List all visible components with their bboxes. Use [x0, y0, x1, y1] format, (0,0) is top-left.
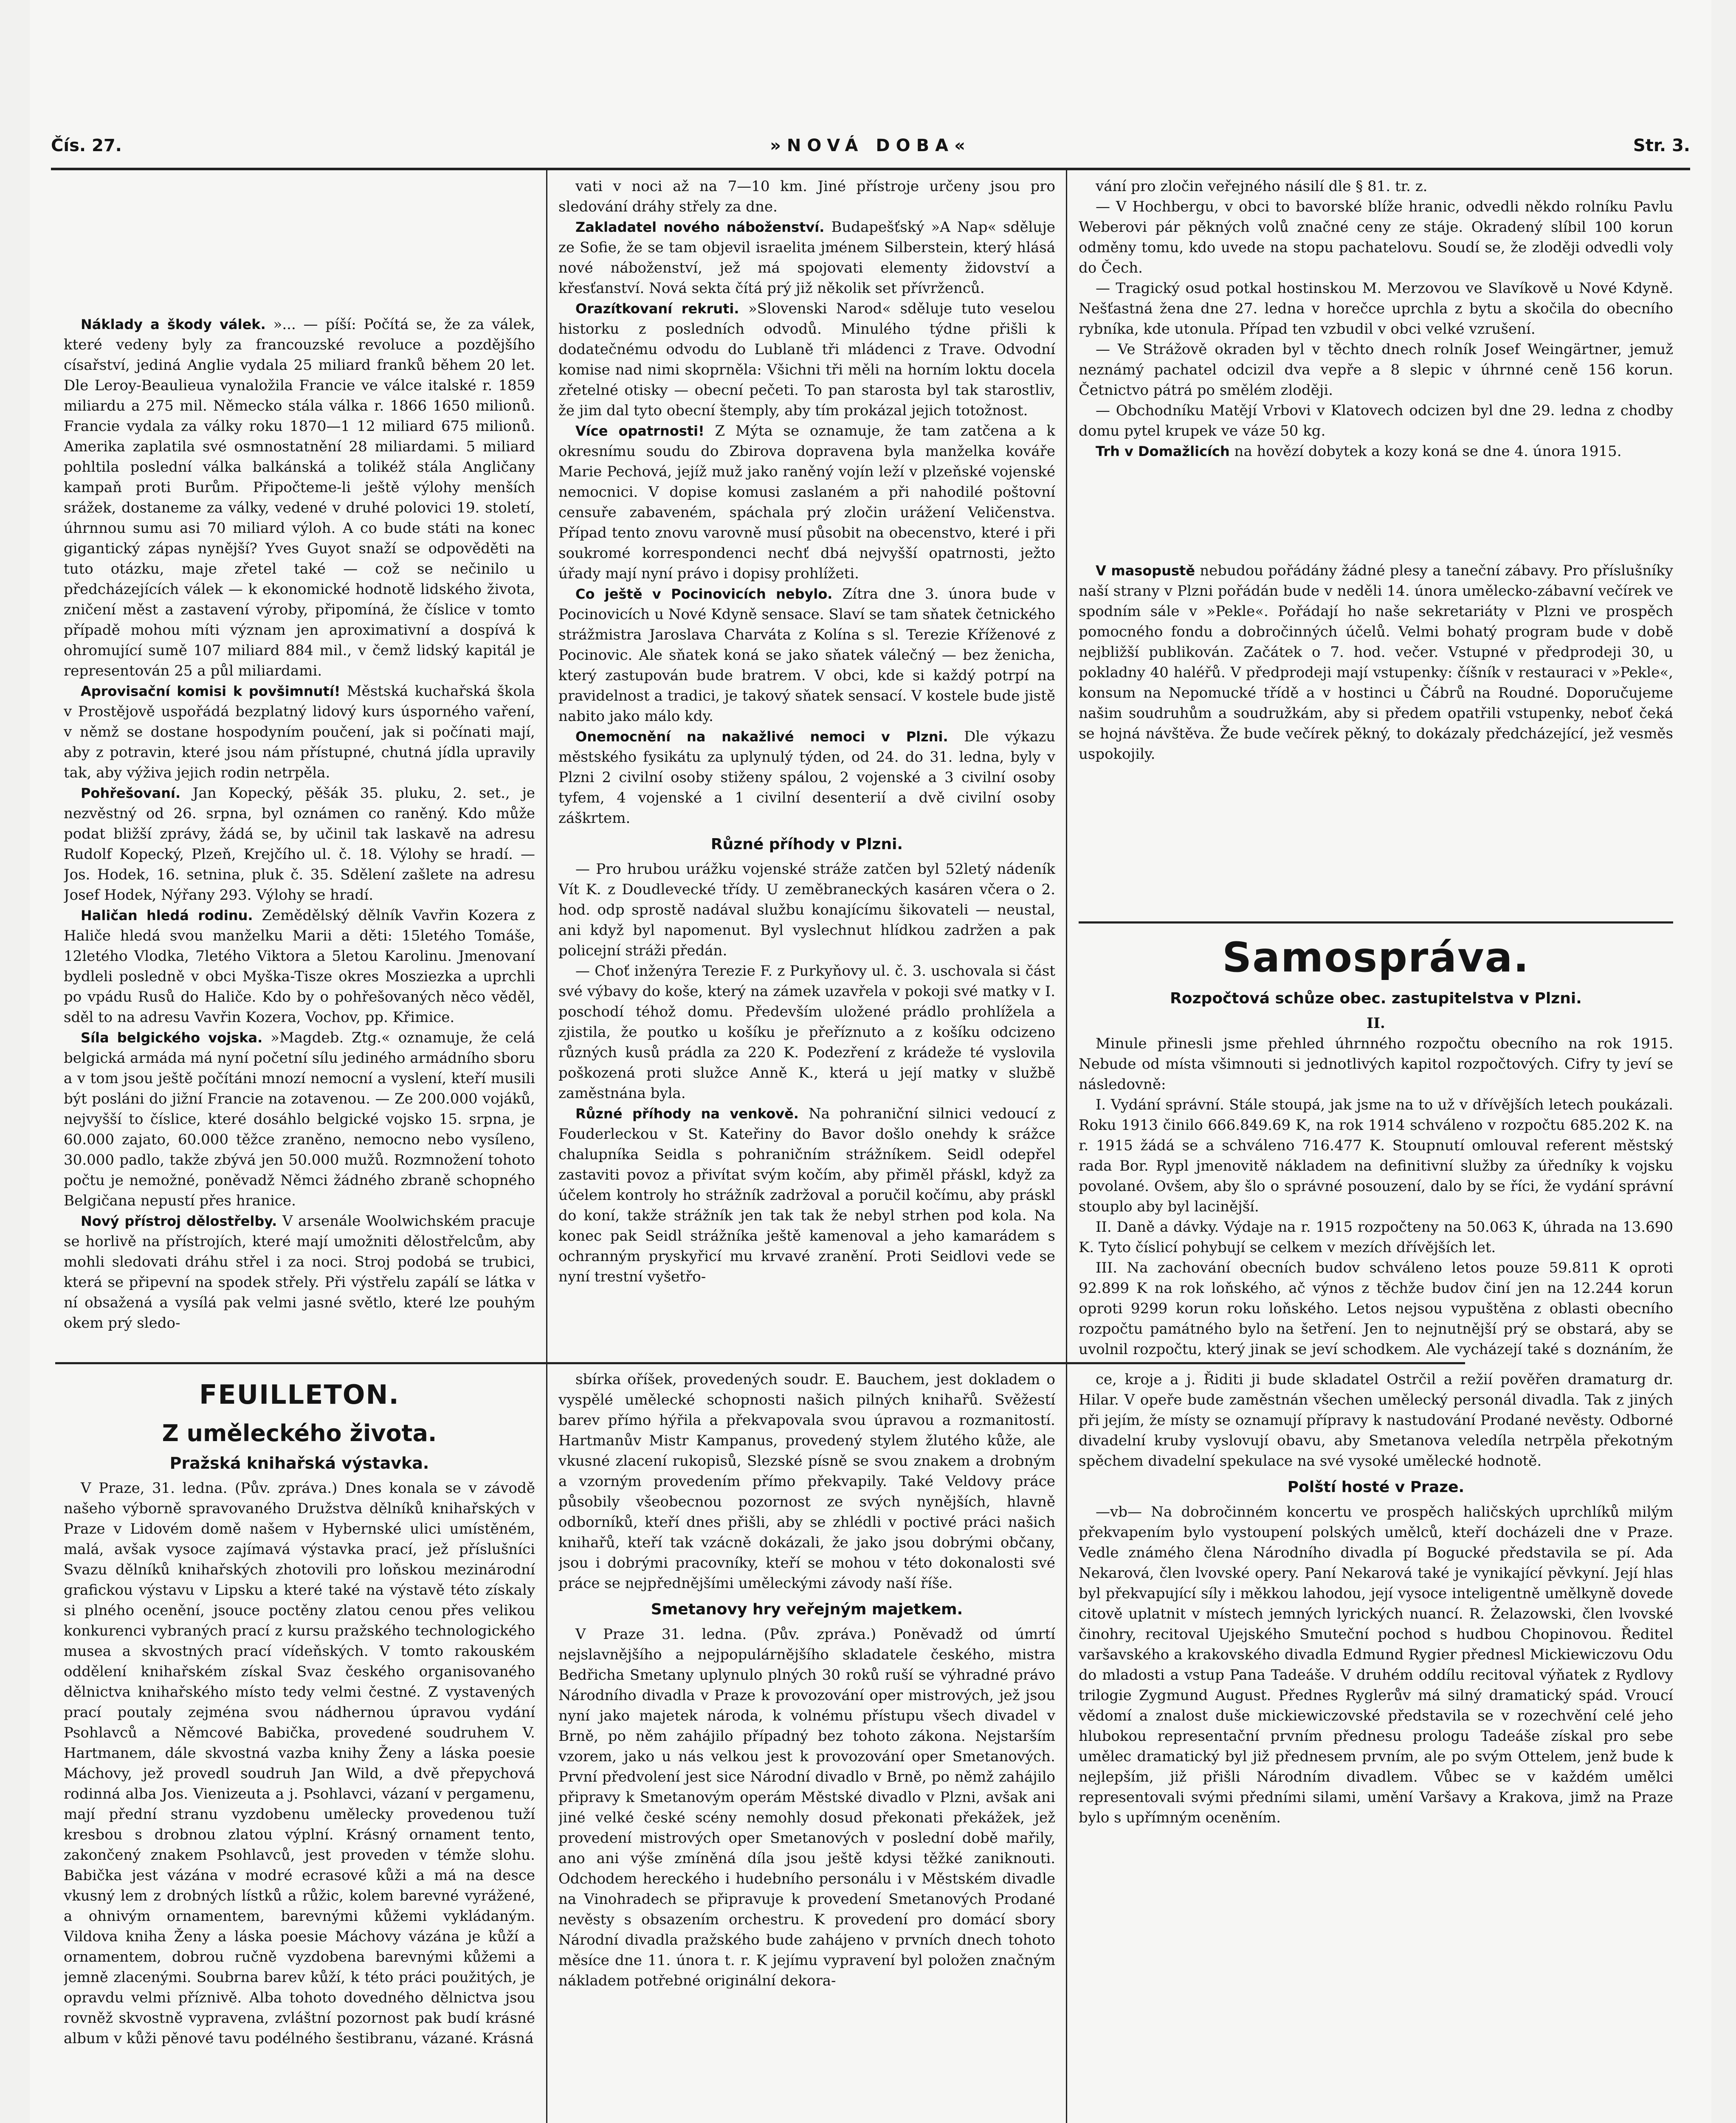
bookbinding-paragraph-text: sbírka oříšek, provedených soudr. E. Bauchem, jest dokladem o vyspělé umělecké schopnosti našich pilných knihařů. Svěžestí barev přímo hýřila a překvapovala svou úpravou a rozmanitostí. Hartmanův Mistr Kampanus, provedený stylem žlutého kůže, ale vkusné zlacení rukopisů, Slezské písně se svou znakem a drobným a vzorným provedením přímo překvapily. Také Veldovy práce působily všeobecnou pozornost ze svých nynějších, hlavně odborníků, kteří dnes přišli, aby se zhlédli v poctivé práci našich knihařů, kteří tak vzácně dokázali, že jako jsou dobrými občany, jsou i dobrými pracovníky, kteří se mohou v této dokonalosti své práce se nejpřednějšími uměleckými závody naší říše.	[558, 1371, 1055, 1592]
col2-paragraph	[558, 176, 1055, 217]
budget-paragraph	[1079, 1095, 1673, 1217]
feuilleton-rule	[55, 1362, 1465, 1364]
col3-paragraph-heading: Trh v Domažlicích	[1096, 443, 1230, 459]
col1-paragraph-heading: Haličan hledá rodinu.	[81, 907, 253, 924]
col2-paragraph-heading: Onemocnění na nakažlivé nemoci v Plzni.	[575, 729, 948, 745]
polish-guests-paragraph-text: —vb— Na dobročinném koncertu ve prospěch haličských uprchlíků milým překvapením bylo vystoupení polských umělců, kteří docházeli dne v Praze. Vedle známého člena Národního divadla pí Bogucké představila se pí. Ada Nekarová, člen lvovské opery. Paní Nekarová také je vynikající pěvkyní. Její hlas byl překvapující síly i měkkou lahodou, její vysoce inteligentně umělkyně dovede citově uplatnit v místech jemných lyrických nuancí. R. Żelazowski, člen lvovské činohry, recitoval Ujejského Smuteční pochod s hudbou Chopinovou. Ředitel varšavského a krakovského divadla Edmund Rygier přednesl Mickiewiczovu Odu do mladosti a vstup Pana Tadeáše. V druhém oddílu recitoval výňatek z Rydlovy trilogie Zygmund August. Přednes Ryglerův má silný dramatický spád. Vroucí vědomí a znalost duše mickiewiczovské představila se v rozechvění celé jeho hlubokou representační prvním přednesu prologu Tadeáše získal pro sebe umělec dramatický byl již přednesem prvním, ale po svým Ottelem, jenž bude k nejlepším, již přišli Národním divadlem. Vůbec se v každém umělci representovali svými předními silami, umění Varšavy a Krakova, jimž na Praze bylo s upřímným oceněním.	[1079, 1504, 1673, 1826]
col1-paragraph-text: Zemědělský dělník Vavřin Kozera z Haliče hledá svou manželku Marii a děti: 15letého Tomáše, 12letého Vlodka, 7letého Viktora a 5letou Karolinu. Jmenovaní bydleli posledně v obci Myška-Tisze okres Mosziezka a uprchli po vpádu Rusů do Haliče. Kdo by o pohřešovaných něco věděl, sděl to na adresu Vavřin Kozera, Vochov, pp. Křimice.	[64, 907, 535, 1026]
col2-paragraph-text: Z Mýta se oznamuje, že tam zatčena a k okresnímu soudu do Zbirova dopravena byla manželka kováře Marie Pechová, jejíž muž jako raněný vojín leží v plzeňské vojenské nemocnici. V dopise komusi zaslaném a při nahodilé poštovní censuře zabaveném, spáchala prý zločin urážení Veličenstva. Případ tento znovu varovně musí působit na obecenstvo, které i při soukromé korrespondenci nechť dbá nejvyšší opatrnosti, ježto úřady mají nyní právo i dopisy prohlížeti.	[558, 422, 1055, 582]
col2-paragraph-heading: Více opatrnosti!	[575, 423, 705, 439]
plzen-events-paragraph	[558, 859, 1055, 961]
column-rule-2	[1066, 170, 1067, 2123]
col2-paragraph-heading: Zakladatel nového náboženství.	[575, 219, 825, 235]
samosprava-section	[1079, 926, 1673, 1361]
page-header	[51, 136, 1690, 166]
col3-paragraph	[1079, 278, 1673, 339]
col2-paragraph-text: »Slovenski Narod« sděluje tuto veselou historku z posledních odvodů. Minulého týdne přišli k dodatečnému odvodu do Lublaně tři mládenci z Trave. Odvodní komise nad nimi skoprněla: Všichni tři měli na horním loktu docela zřetelné otisky — obecní pečeti. To pan starosta byl tak starostliv, že jim dal tyto obecní štemply, aby tím prokázal jejich totožnost.	[558, 300, 1055, 419]
col3-paragraph	[1079, 176, 1673, 197]
column-rule-1	[546, 170, 547, 2123]
col3-paragraph	[1079, 400, 1673, 441]
plzen-events-paragraph	[558, 961, 1055, 1104]
col2-paragraph	[558, 584, 1055, 726]
column-3-lower	[1079, 1369, 1673, 2123]
col1-paragraph-heading: Pohřešovaní.	[81, 785, 181, 801]
smetana-heading: Smetanovy hry veřejným majetkem.	[651, 1601, 963, 1618]
column-2-lower	[558, 1369, 1055, 2123]
carnival-paragraph-heading: V masopustě	[1096, 563, 1195, 579]
column-2-top	[558, 176, 1055, 1359]
countryside-events-paragraph-heading: Různé příhody na venkově.	[575, 1106, 799, 1122]
col3-paragraph	[1079, 441, 1673, 462]
col1-paragraph-text: Městská kuchařská škola v Prostějově uspořádá bezplatný lidový kurs úsporného vaření, v němž se dostane hospodyním poučení, jak si počínati mají, aby z potravin, které jsou nám přístupné, chutná jídla upravily tak, aby výživa jejich rodin netrpěla.	[64, 683, 535, 781]
feuilleton-section	[64, 1369, 535, 2123]
col3-paragraph-text: — V Hochbergu, v obci to bavorské blíže hranic, odvedli někdo rolníku Pavlu Weberovi pár pěkných volů značné ceny ze stáje. Okradený slíbil 100 korun odměny tomu, kdo uvede na stopu pachatelovu. Soudí se, že zloději odvedli voly do Čech.	[1079, 198, 1673, 276]
budget-paragraph-text: Minule přinesli jsme přehled úhrnného rozpočtu obecního na rok 1915. Nebude od místa všimnouti si jednotlivých kapitol rozpočtových. Cifry ty jeví se následovně:	[1079, 1035, 1673, 1093]
carnival-paragraph-text: nebudou pořádány žádné plesy a taneční zábavy. Pro příslušníky naší strany v Plzni pořádán bude v neděli 14. února umělecko-zábavní večírek ve spodním sále v »Pekle«. Pořádají ho naše sekretariáty v Plzni ve prospěch pomocného fondu a dobročinných účelů. Velmi bohatý program bude v době nejbližší publikován. Začátek o 7. hod. večer. Vstupné v předprodeji 30, u pokladny 40 haléřů. V předprodeji mají vstupenky: číšník v restauraci v »Pekle«, konsum na Nepomucké třídě a v hostinci u Čábrů na Roudné. Doporučujeme našim soudruhům a soudružkám, aby si předem opatřili vstupenky, neboť čeká se hojná návštěva. Že bude večírek pěkný, to dokázaly předcházející, jež vesměs uspokojily.	[1079, 562, 1673, 763]
col1-paragraph-text: Jan Kopecký, pěšák 35. pluku, 2. set., je nezvěstný od 26. srpna, byl oznámen co raněný. Kdo může podat bližší zprávy, žádá se, by učinil tak laskavě na adresu Rudolf Kopecký, Plzeň, Krejčího ul. č. 18. Výlohy se hradí. — Jos. Hodek, 16. setnina, pluk č. 35. Sdělení zašlete na adresu Josef Hodek, Nýřany 293. Výlohy se hradí.	[64, 785, 535, 904]
issue-number: Čís. 27.	[51, 136, 122, 155]
bookbinding-paragraph	[558, 1369, 1055, 1594]
col1-paragraph-text: »... — píší: Počítá se, že za válek, které vedeny byly za francouzské revoluce a pozdějšího císařství, jediná Anglie vydala 25 miliard franků během 20 let. Dle Leroy-Beaulieua vynaložila Francie ve válce italské r. 1859 miliardu a 275 mil. Německo stála válka r. 1866 1650 milionů. Francie vydala za války roku 1870—1 12 miliard 675 milionů. Amerika zaplatila své osmnostatnění 28 miliardami. 5 miliard pohltila poslední válka balkánská a tolikéž stála Angličany kampaň proti Burům. Připočteme-li ještě výlohy menších srážek, dostaneme za války, vedené v druhé polovici 19. století, úhrnnou sumu asi 70 miliard výloh. A co bude státi na konec gigantický zápas nynější? Yves Guyot snaží se odpověděti na tuto otázku, maje zřetel také — což se nečinilo u předcházejících válek — k ekonomické hodnotě lidského života, zničení měst a zastavení výroby, připomíná, že číslice v tomto případě mohou míti význam jen aproximativní a dospívá k ohromující sumě 107 miliard 884 mil., v čemž lidský kapitál je representován 25 a půl miliardami.	[64, 316, 535, 679]
col1-paragraph	[64, 314, 535, 681]
col1-paragraph-text: »Magdeb. Ztg.« oznamuje, že celá belgická armáda má nyní početní sílu jediného armádního sboru a v tom jsou ještě počítáni mnozí nemocní a vyslení, kteří musili být posláni do jižní Francie na zotavenou. — Ze 200.000 vojáků, nejvyšší to číslice, které dosáhlo belgické vojsko 15. srpna, je 60.000 zajato, 60.000 těžce zraněno, nemocno nebo vysíleno, 30.000 padlo, takže zbývá jen 50.000 mužů. Rozmnožení tohoto počtu je nemožné, poněvadž Němci žádného zbraně schopného Belgičana nepustí přes hranice.	[64, 1029, 535, 1209]
feuilleton-heading: FEUILLETON.	[199, 1379, 400, 1410]
newspaper-title: »NOVÁ DOBA«	[770, 136, 971, 155]
smetana-paragraph-text: V Praze 31. ledna. (Pův. zpráva.) Poněvadž od úmrtí nejslavnějšího a nejpopulárnějšího skladatele českého, mistra Bedřicha Smetany uplynulo plných 30 roků ruší se výhradné právo Národního divadla v Praze k provozování oper mistrových, jež jsou nyní jako majetek národa, k volnému přístupu všech divadel v Brně, po něm zahájilo případný bez tohoto zákona. Nejstarším vzorem, jako u nás velkou jest k provozování oper Smetanových. První předvolení jest sice Národní divadlo v Brně, po němž zahájilo připravy k Smetanovým operám Městské divadlo v Plzni, avšak ani jiné velké české scény nemohly dosud překonati překážek, jež provedení mistrových oper Smetanových v poslední době mařily, ano ani výše zmíněná díla jsou ještě kdysi těžké zaniknouti. Odchodem hereckého i hudebního personálu i v Městském divadle na Vinohradech se připravuje k provedení Smetanových Prodané nevěsty s obsazením orchestru. K provedení pro domácí sbory Národní divadla pražského bude zahájeno v prvních dnech tohoto měsíce dne 11. února t. r. K jejímu vypravení byl položen značným nákladem potřebné originální dekora-	[558, 1626, 1055, 1989]
samosprava-heading: Samospráva.	[1222, 934, 1530, 981]
page-number: Str. 3.	[1633, 136, 1690, 155]
col3-paragraph-text: — Tragický osud potkal hostinskou M. Merzovou ve Slavíkově u Nové Kdyně. Nešťastná žena dne 27. ledna v horečce uprchla z bytu a skočila do obecního rybníka, kde utonula. Případ ten vzbudil v obci velké vzrušení.	[1079, 280, 1673, 338]
countryside-events-paragraph-text: Na pohraniční silnici vedoucí z Fouderleckou v St. Kateřiny do Bavor došlo onehdy k srážce chalupníka Seidla s pohraničním strážníkem. Seidl odepřel zastaviti povoz a přivítat svým kočím, aby přiměl přáskl, když za účelem kontroly ho strážník zadržoval a poručil kočímu, aby práskl do koní, takže strážník jen tak tak že nebyl strhen pod kola. Na konec pak Seidl strážníka ještě kamenoval a jeho kamarádem s ochranným pryskyřicí mu krvavé zranění. Proti Seidlovi vede se nyní trestní vyšetřo-	[558, 1105, 1055, 1285]
col3-paragraph	[1079, 197, 1673, 278]
col1-paragraph-heading: Nový přístroj dělostřelby.	[81, 1213, 277, 1229]
col1-paragraph	[64, 905, 535, 1028]
samosprava-rule	[1079, 921, 1673, 924]
plzen-events-paragraph-text: — Pro hrubou urážku vojenské stráže zatčen byl 52letý nádeník Vít K. z Doudlevecké třídy. U zeměbraneckých kasáren včera o 2. hod. odp sprostě nadával službu konajícímu šikovateli — neustal, ani když byl napomenut. Byl vyslechnut hlídkou zadržen a pak policejní stráži předán.	[558, 861, 1055, 959]
col2-paragraph-text: Dle výkazu městského fysikátu za uplynulý týden, od 24. do 31. ledna, byly v Plzni 2 civilní osoby stiženy spálou, 2 vojenské a 3 civilní osoby tyfem, 4 vojenské a 1 civilní desenterií a dvě civilní osoby záškrtem.	[558, 728, 1055, 827]
col2-paragraph-text: Zítra dne 3. února bude v Pocinovicích u Nové Kdyně sensace. Slaví se tam sňatek četnického strážmistra Jaroslava Charváta z Kolína s sl. Terezie Kříženové z Pocinovic. Ale sňatek koná se jako sňatek válečný — bez ženicha, který zastupován bude bratrem. V obci, kde si každý potrpí na pravidelnost a tradici, je takový sňatek sensací. V kostele bude jistě nabito jako málo kdy.	[558, 586, 1055, 725]
col2-paragraph	[558, 726, 1055, 828]
col1-paragraph	[64, 1211, 535, 1333]
budget-paragraph-text: I. Vydání správní. Stále stoupá, jak jsme na to už v dřívějších letech poukázali. Roku 1913 činilo 666.849.69 K, na rok 1914 schváleno v rozpočtu 685.202 K. na r. 1915 žádá se a schváleno 716.477 K. Stoupnutí omlouval referent městský rada Bor. Rypl jmenovitě nákladem na definitivní služby za úředníky k vojsku povolané. Ovšem, aby šlo o správné posouzení, dalo by se říci, že vydání správní stouplo aby byl lacinější.	[1079, 1096, 1673, 1215]
feuilleton-body: V Praze, 31. ledna. (Pův. zpráva.) Dnes konala se v závodě našeho výborně spravovaného Družstva dělníků knihařských v Praze v Lidovém domě našem v Hybernské ulici umístěném, malá, avšak vysoce zajímavá výstavka prací, jež příslušníci Svazu dělníků knihařských zhotovili pro loňskou mezinárodní grafickou výstavu v Lipsku a které také na výstavě této získaly si plného ocenění, jsouce poctěny zlatou cenou přes velikou konkurenci vybraných prací z kursu pražského technologického musea a skvostných prací vídeňských. V tomto rakouském oddělení knihařském získal Svaz českého organisovaného dělnictva knihařského místo tedy velmi čestné. Z vystavených prací poutaly zejména svou nádhernou úpravou vydání Psohlavců a Němcové Babička, provedené soudruhem V. Hartmanem, dále skvostná vazba knihy Ženy a láska poesie Máchovy, jež provedl soudruh Jan Wild, a dvě přepychová rodinná alba Jos. Vienizeuta a j. Psohlavci, vázaní v pergamenu, mají přední stranu vyzdobenu umělecky provedenou tuží kresbou s drobnou zlatou výplní. Krásný ornament tento, zakončený znakem Psohlavců, jest proveden v témže slohu. Babička jest vázána v modré ecrasové kůži a má na desce vkusný lem z drobných lístků a růžic, kolem barevné vyrážené, a ohnivým ornamentem, barevnými kůžemi vykládaným. Vildova kniha Ženy a láska poesie Máchovy vázána je kůží a ornamentem, dobrou ručně vyzdobena barevnými kůžemi a jemně zlacenými. Soubrna barev kůží, k této práci použitých, je opravdu velmi příznivě. Alba tohoto dovedného dělnictva jsou rovněž skvostně vypravena, zvláštní pozornost pak budí krásné album v kůži pěnové tavu podélného šestibranu, vázané. Krásná	[64, 1480, 535, 2047]
col1-paragraph-text: V arsenále Woolwichském pracuje se horlivě na přístrojích, které mají umožniti dělostřelcům, aby mohli sledovati dráhu střel i za noci. Stroj podobá se trubici, která se připevní na spodek střely. Při výstřelu zapálí se látka v ní obsažená a vysílá pak velmi jasné světlo, které lze pouhým okem prý sledo-	[64, 1213, 535, 1332]
col2-paragraph-text: Budapešťský »A Nap« sděluje ze Sofie, že se tam objevil israelita jménem Silberstein, který hlásá nové náboženství, jež má spojovati elementy židovství a křesťanství. Nová sekta čítá prý již několik set přívrženců.	[558, 219, 1055, 297]
column-3-mid	[1079, 560, 1673, 934]
col2-paragraph-text: vati v noci až na 7—10 km. Jiné přístroje určeny jsou pro sledování dráhy střely za dne.	[558, 178, 1055, 215]
opera-paragraph	[1079, 1369, 1673, 1471]
header-rule	[51, 168, 1690, 170]
col1-paragraph	[64, 1028, 535, 1211]
countryside-events-paragraph	[558, 1104, 1055, 1287]
col2-paragraph	[558, 298, 1055, 421]
col3-paragraph-text: vání pro zločin veřejného násilí dle § 81. tr. z.	[1096, 178, 1428, 195]
budget-paragraph	[1079, 1217, 1673, 1258]
budget-paragraph	[1079, 1033, 1673, 1095]
samosprava-part-number: II.	[1367, 1015, 1385, 1032]
newspaper-page	[30, 0, 1711, 2123]
col1-paragraph	[64, 783, 535, 905]
col2-paragraph	[558, 421, 1055, 584]
col3-paragraph-text: na hovězí dobytek a kozy koná se dne 4. února 1915.	[1229, 443, 1622, 460]
col3-paragraph-text: — Ve Strážově okraden byl v těchto dnech rolník Josef Weingärtner, jemuž neznámý pachatel odcizil dva vepře a 8 slepic v úhrnné ceně 156 korun. Četnictvo pátrá po smělém zloději.	[1079, 341, 1673, 399]
budget-paragraph-text: III. Na zachování obecních budov schváleno letos pouze 59.811 K oproti 92.899 K na rok loňského, ač výnos z těchže budov činí jen na 12.244 korun oproti 9299 korun roku loňského. Letos nejsou vypuštěna z oblasti obecního rozpočtu památného bylo na šetření. Jen to nejnutnější prý se obstará, aby se uvolnil rozpočtu, který jinak se jeví schodkem. Ale vycházejí také s doznáním, že	[1079, 1259, 1673, 1358]
polish-guests-heading: Polští hosté v Praze.	[1287, 1478, 1465, 1496]
samosprava-subtitle: Rozpočtová schůze obec. zastupitelstva v Plzni.	[1170, 990, 1582, 1007]
feuilleton-subtitle: Z uměleckého života.	[162, 1420, 437, 1447]
opera-paragraph-text: ce, kroje a j. Řiditi ji bude skladatel Ostrčil a režií pověřen dramaturg dr. Hilar. V opeře bude zaměstnán všechen umělecký personál divadla. Tak z jiných při jejím, že místy se oznamují přípravy k nastudování Prodané nevěsty. Odborné divadelní kruby vyslovují obavu, aby Smetanova veledíla netrpěla překotným spěchem divadelní spekulace na své vysoké umělecké hodnotě.	[1079, 1371, 1673, 1470]
carnival-paragraph	[1079, 560, 1673, 764]
column-3-top	[1079, 176, 1673, 550]
col3-paragraph	[1079, 339, 1673, 400]
col3-paragraph-text: — Obchodníku Matějí Vrbovi v Klatovech odcizen byl dne 29. ledna z chodby domu pytel krupek ve váze 50 kg.	[1079, 402, 1673, 439]
plzen-events-heading: Různé příhody v Plzni.	[710, 836, 903, 853]
budget-paragraph	[1079, 1258, 1673, 1361]
column-1-top	[64, 314, 535, 1359]
polish-guests-paragraph	[1079, 1502, 1673, 1828]
col1-paragraph-heading: Náklady a škody válek.	[81, 316, 266, 332]
col2-paragraph	[558, 217, 1055, 298]
budget-paragraph-text: II. Daně a dávky. Výdaje na r. 1915 rozpočteny na 50.063 K, úhrada na 13.690 K. Tyto číslicí pohybují se celkem v mezích dřívějších let.	[1079, 1219, 1673, 1256]
col2-paragraph-heading: Orazítkovaní rekruti.	[575, 301, 739, 317]
col2-paragraph-heading: Co ještě v Pocinovicích nebylo.	[575, 586, 833, 602]
smetana-paragraph	[558, 1624, 1055, 1991]
feuilleton-subtitle-2: Pražská knihařská výstavka.	[169, 1454, 429, 1473]
col1-paragraph-heading: Síla belgického vojska.	[81, 1030, 263, 1046]
plzen-events-paragraph-text: — Choť inženýra Terezie F. z Purkyňovy ul. č. 3. uschovala si část své výbavy do koše, který na zámek uzavřela v pokoji své matky v I. poschodí téhož domu. Především uložené prádlo prohlížela a zjistila, že poutko u košíku je přeříznuto a z košíku odcizeno různých kusů prádla za 220 K. Podezření z krádeže té vyslovila poškozená proti služce Anně K., která u její matky v službě zaměstnána byla.	[558, 963, 1055, 1102]
col1-paragraph	[64, 681, 535, 783]
col1-paragraph-heading: Aprovisační komisi k povšimnutí!	[81, 683, 341, 699]
